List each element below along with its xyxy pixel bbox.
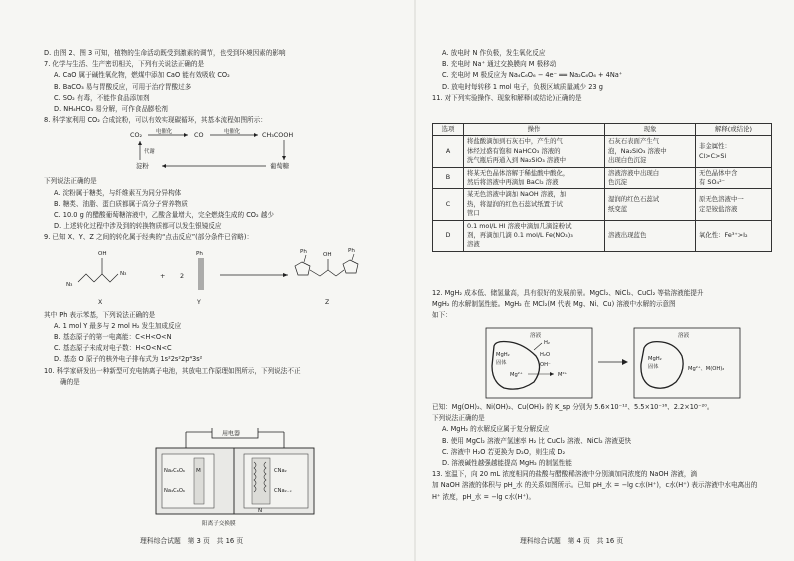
explanation-cell <box>696 167 772 189</box>
q8-stem: 8. 科学家利用 CO₂ 合成淀粉，可以有效实现碳循环，其基本流程如图所示： <box>44 116 267 125</box>
q7-option-a: A. CaO 属于碱性氧化物，燃煤中添加 CaO 能有效吸收 CO₂ <box>54 71 230 80</box>
q13-line1: 13. 室温下，向 20 mL 浓度相同的盐酸与醋酸稀溶液中分别滴加同浓度的 NaOH 溶液，滴 <box>432 470 698 479</box>
mg2-label: Mg²⁺ <box>510 372 523 378</box>
q11-table-row <box>433 189 772 220</box>
left-bottom-species: Na₄C₆O₆ <box>164 488 186 494</box>
right-page-bottom <box>432 402 772 503</box>
h2-label: H₂ <box>544 340 550 346</box>
explanation-cell <box>696 220 772 251</box>
arrowhead-2 <box>254 133 258 137</box>
x-label: X <box>98 298 103 306</box>
operation-cell-line: 剂，再滴加几滴 0.1 mol/L Fe(NO₃)₃ <box>467 231 573 240</box>
x-oh: OH <box>98 250 107 257</box>
q11-table <box>432 123 772 252</box>
q9-option-b: B. 基态原子的第一电离能：C<H<O<N <box>54 333 172 342</box>
q9-option-d: D. 基态 O 原子的核外电子排布式为 1s²2s²2p⁴3s² <box>54 355 203 364</box>
q9-option-c: C. 基态原子未成对电子数：H<O<N<C <box>54 344 172 353</box>
phenomenon-cell-line: 湿润的红色石蕊试 <box>608 195 660 204</box>
left-top-species: Na₂C₆O₆ <box>164 468 186 474</box>
q10-option-b: B. 充电时 Na⁺ 通过交换膜向 M 极移动 <box>442 60 557 69</box>
option-cell: B <box>433 167 464 189</box>
left-page <box>44 0 400 388</box>
q10-option-a: A. 放电时 N 作负极，发生氧化反应 <box>442 49 546 57</box>
q12-line1: 12. MgH₂ 成本低、储氢量高，具有很好的发展前景。MgCl₂、NiCl₂、CuCl₂ 等盐溶液能提升 <box>432 289 704 297</box>
operation-cell-line: 然后将溶液中再滴加 BaCl₂ 溶液 <box>467 178 559 187</box>
phenomenon-cell <box>605 167 696 189</box>
phenomenon-cell-line: 溶液溶液中出现白 <box>608 168 660 177</box>
q9-stem: 9. 已知 X、Y、Z 之间的转化属于经典的“点击反应”(部分条件已省略)： <box>44 233 254 242</box>
q8-option-d: D. 上述转化过程中涉及到的转换物质都可以发生银镜反应 <box>54 222 222 231</box>
arrowhead-4 <box>162 164 166 168</box>
q10-battery-diagram <box>140 428 330 528</box>
q12-hydrolysis-diagram <box>484 326 744 400</box>
header-operation: 操作 <box>464 124 605 136</box>
q8-option-a: A. 淀粉属于糖类，与纤维素互为同分异构体 <box>54 188 182 197</box>
q7-option-b: B. BaCO₃ 易与胃酸反应，可用于治疗胃酸过多 <box>54 82 192 91</box>
explanation-cell-line: 氧化性：Fe³⁺>I₂ <box>699 231 748 240</box>
q8-lead: 下列说法正确的是 <box>44 177 97 186</box>
y-label: Y <box>197 298 201 306</box>
explanation-cell <box>696 136 772 167</box>
z-oh: OH <box>323 251 332 258</box>
glucose-label: 葡萄糖 <box>270 162 290 171</box>
q11-table-header <box>433 124 772 136</box>
m2-label: M²⁺ <box>558 372 568 378</box>
molecule-z <box>295 248 358 306</box>
q12-option-c: C. 溶液中 H₂O 若更换为 D₂O，则生成 D₂ <box>442 447 566 456</box>
q12-option-b: B. 使用 MgCl₂ 溶液产氢速率 H₂ 比 CuCl₂ 溶液、NiCl₂ 溶液更快 <box>442 436 632 445</box>
x-n3-left: N₃ <box>66 281 73 288</box>
operation-cell-line: 某无色溶液中滴加 NaOH 溶液，加 <box>467 190 567 199</box>
page-fold <box>414 0 416 561</box>
q11-table-row <box>433 167 772 189</box>
q9-note: 其中 Ph 表示苯基，下列说法正确的是 <box>44 310 156 319</box>
electrode-n-label: N <box>258 508 263 514</box>
phenomenon-cell-line: 出现白色沉淀 <box>608 156 647 165</box>
z-ph-right: Ph <box>348 247 355 254</box>
electrode-m <box>162 454 214 508</box>
operation-cell <box>464 220 605 251</box>
explanation-cell-line: Cl>C>Si <box>699 151 727 160</box>
phenomenon-cell-line: 纸变蓝 <box>608 204 628 213</box>
q13-line2: 加 NaOH 溶液的体积与 pH_水 的关系如图所示。已知 pH_水 = −lg c水(H⁺)，c水(H⁺) 表示溶液中水电离出的 <box>432 481 758 490</box>
option-cell: C <box>433 189 464 220</box>
q7-stem: 7. 化学与生活、生产密切相关，下列有关说法正确的是 <box>44 60 205 69</box>
molecule-x <box>66 251 126 306</box>
q12-line3: 如下： <box>432 311 452 320</box>
arrowhead-5 <box>138 141 142 145</box>
mgh2-right-label: MgH₂ <box>648 356 662 362</box>
phenomenon-cell <box>605 136 696 167</box>
process-arrowhead <box>622 359 628 365</box>
h2o-label: H₂O <box>540 352 551 358</box>
plus-sign: + <box>160 271 166 280</box>
q9-option-a: A. 1 mol Y 最多与 2 mol H₂ 发生加成反应 <box>54 321 182 330</box>
operation-cell-line: 洗气瓶后再通入到 Na₂SiO₃ 溶液中 <box>467 156 567 165</box>
operation-cell-line: 0.1 mol/L HI 溶液中滴加几滴淀粉试 <box>467 221 572 230</box>
q12-option-a: A. MgH₂ 的水解反应属于复分解反应 <box>442 425 550 434</box>
left-page-footer: 理科综合试题 第 3 页 共 16 页 <box>140 537 244 545</box>
x-n3-right: N₃ <box>120 270 127 277</box>
load-device-label: 用电器 <box>222 430 241 438</box>
co-label: CO <box>194 131 204 140</box>
q7-option-d: D. NH₄HCO₃ 易分解，可作食品膨松剂 <box>54 105 168 114</box>
q10-stem-cont: 确的是 <box>60 377 80 386</box>
operation-cell-line: 将盐酸滴加到石灰石中，产生的气 <box>467 137 563 146</box>
phenomenon-cell <box>605 189 696 220</box>
q11-stem: 11. 对下列实验操作、现象和解释(或结论)正确的是 <box>432 93 582 102</box>
q7-option-c: C. SO₂ 有毒，不能作食品添加剂 <box>54 93 150 102</box>
y-ph: Ph <box>196 250 203 257</box>
operation-cell-line: 溶液 <box>467 240 480 249</box>
operation-cell <box>464 189 605 220</box>
header-explanation: 解释(或结论) <box>696 124 772 136</box>
solid-left-label: 固体 <box>496 360 507 366</box>
arrowhead-1 <box>184 133 188 137</box>
coefficient-2: 2 <box>180 271 185 280</box>
right-page-lower <box>432 288 772 322</box>
mgh2-left-label: MgH₂ <box>496 352 510 358</box>
phenomenon-cell-line: 泡，Na₂SiO₃ 溶液中 <box>608 146 667 155</box>
operation-cell-line: 管口 <box>467 209 480 218</box>
phenomenon-cell <box>605 220 696 251</box>
q12-line2: MgH₂ 的水解制氢性能。MgH₂ 在 MCl₂(M 代表 Mg、Ni、Cu) 溶液中水解的示意图 <box>432 300 676 309</box>
header-phenomenon: 现象 <box>605 124 696 136</box>
q11-table-row <box>433 136 772 167</box>
step1-label: 电催化 <box>156 129 173 136</box>
phenomenon-cell-line: 溶液出现蓝色 <box>608 231 647 240</box>
left-solution-label: 溶液 <box>530 333 542 339</box>
operation-cell-line: 体经过盛有饱和 NaHCO₃ 溶液的 <box>467 146 561 155</box>
right-page <box>432 0 772 104</box>
q10-stem: 10. 科学家研发出一种新型可充电钠离子电池，其放电工作原理如图所示，下列说法不正 <box>44 366 301 375</box>
acetic-acid-label: CH₃COOH <box>262 131 294 140</box>
right-solution-label: 溶液 <box>678 333 690 339</box>
oh-label: OH⁻ <box>540 362 551 368</box>
q12-lead: 下列说法正确的是 <box>432 414 485 423</box>
q8-option-c: C. 10.0 g 的醋酸葡萄糖溶液中，乙酸含量增大，完全燃烧生成的 CO₂ 越少 <box>54 211 274 220</box>
operation-cell <box>464 136 605 167</box>
explanation-cell-line: 非金属性： <box>699 142 731 151</box>
q8-option-b: B. 糖类、油脂、蛋白质都属于高分子营养物质 <box>54 199 188 208</box>
z-ph-left: Ph <box>300 248 307 255</box>
right-page-footer: 理科综合试题 第 4 页 共 16 页 <box>520 537 624 545</box>
q13-line3: H⁺ 浓度，pH_水 = −lg c水(H⁺)。 <box>432 492 536 501</box>
phenomenon-cell-line: 石灰石表面产生气 <box>608 137 660 146</box>
explanation-cell-line: 原无色溶液中一 <box>699 195 744 204</box>
header-option: 选项 <box>433 124 464 136</box>
q12-option-d: D. 溶液碱性越强越能提高 MgH₂ 的制氢性能 <box>442 459 572 468</box>
membrane-label: 阳离子交换膜 <box>202 521 236 527</box>
arrowhead-3 <box>282 156 286 160</box>
explanation-cell-line: 无色晶体中含 <box>699 168 738 177</box>
electrode-m-label: M <box>196 468 201 474</box>
step2-label: 电催化 <box>224 129 241 136</box>
products-label: Mg²⁺、M(OH)₂ <box>688 366 725 372</box>
operation-cell <box>464 167 605 189</box>
operation-cell-line: 将某无色晶体溶解于稀盐酸中酸化， <box>467 168 570 177</box>
q11-table-row <box>433 220 772 251</box>
co2-label: CO₂ <box>130 131 143 140</box>
right-bottom-species: CNa₂₋ₓ <box>274 488 292 494</box>
operation-cell-line: 热，将湿润的红色石蕊试纸置于试 <box>467 199 563 208</box>
metabolism-label: 代谢 <box>144 149 155 156</box>
option-cell: D <box>433 220 464 251</box>
q10-option-c: C. 充电时 M 极反应为 Na₄C₆O₆ − 4e⁻ ══ Na₂C₆O₆ + 4Na⁺ <box>442 71 623 80</box>
q9-reaction-scheme <box>44 244 400 310</box>
solid-right-label: 固体 <box>648 364 659 370</box>
explanation-cell-line: 定是铵盐溶液 <box>699 204 738 213</box>
option-cell: A <box>433 136 464 167</box>
molecule-y <box>196 251 203 306</box>
q10-option-d: D. 放电时每转移 1 mol 电子，负极区域质量减少 23 g <box>442 82 603 91</box>
explanation-cell <box>696 189 772 220</box>
phenomenon-cell-line: 色沉淀 <box>608 178 628 187</box>
q8-flow-diagram <box>44 126 400 176</box>
right-top-species: CNa₂ <box>274 468 287 474</box>
explanation-cell-line: 有 SO₄²⁻ <box>699 178 726 187</box>
reaction-arrowhead <box>283 273 288 277</box>
q12-ksp: 已知：Mg(OH)₂、Ni(OH)₂、Cu(OH)₂ 的 K_sp 分别为 5.6×10⁻¹²、5.5×10⁻¹⁶、2.2×10⁻²⁰。 <box>432 403 714 411</box>
z-label: Z <box>325 298 330 306</box>
starch-label: 淀粉 <box>136 162 149 171</box>
q6-option-d: D. 由图 2、图 3 可知，植物的生命活动既受到激素的调节，也受到环境因素的影响 <box>44 49 286 57</box>
